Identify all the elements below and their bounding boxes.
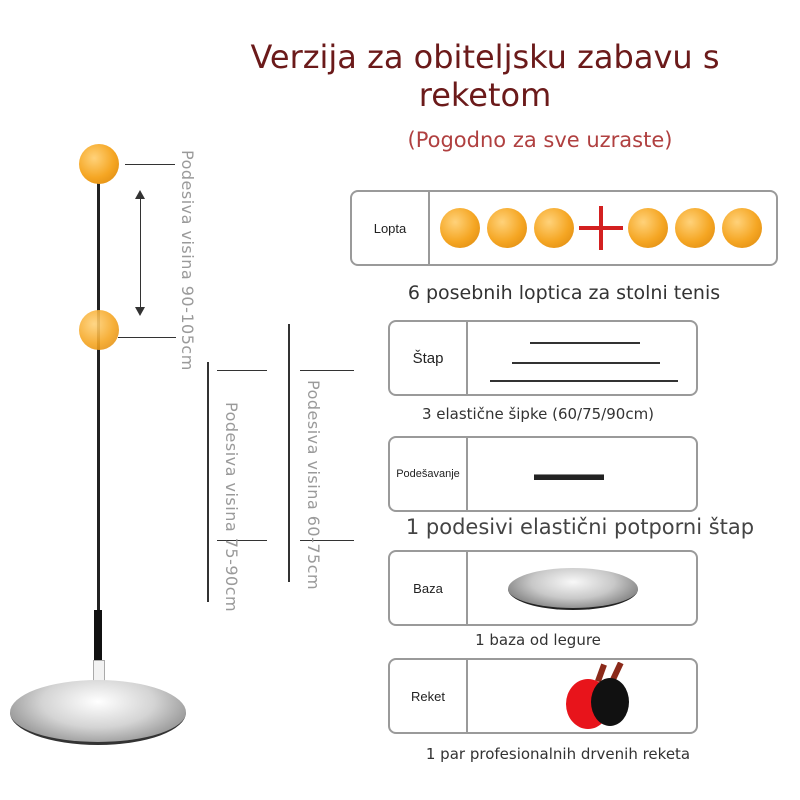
indicator-line	[300, 370, 354, 371]
page-title: Verzija za obiteljsku zabavu s reketom	[250, 38, 720, 114]
ball-bottom	[79, 310, 119, 350]
card-label-rods: Štap	[390, 322, 468, 394]
caption-adjust: 1 podesivi elastični potporni štap	[405, 515, 755, 539]
ball-3	[534, 208, 574, 248]
card-label-racket: Reket	[390, 660, 468, 732]
rod-75	[512, 362, 660, 364]
page-subtitle: (Pogodno za sve uzraste)	[407, 128, 673, 152]
product-illustration	[0, 140, 380, 760]
elastic-pole	[97, 170, 100, 620]
component-card-base	[388, 550, 698, 626]
rod-90	[490, 380, 678, 382]
indicator-line	[217, 370, 267, 371]
height-label-60-75: Podesiva visina 60-75cm	[304, 380, 323, 591]
height-arrow	[140, 192, 141, 312]
base-illustration	[10, 680, 186, 745]
base-content	[468, 552, 696, 624]
caption-racket: 1 par profesionalnih drvenih reketa	[425, 745, 691, 763]
ball-4	[628, 208, 668, 248]
ball-top	[79, 144, 119, 184]
card-label-balls: Lopta	[352, 192, 430, 264]
indicator-line	[125, 164, 175, 165]
arrow-head-up	[135, 190, 145, 199]
indicator-line	[118, 337, 176, 338]
balls-content	[430, 192, 776, 264]
arrow-head-down	[135, 307, 145, 316]
card-label-base: Baza	[390, 552, 468, 624]
ball-5	[675, 208, 715, 248]
bracket-line	[207, 362, 209, 602]
rods-content	[468, 322, 696, 394]
component-card-rods	[388, 320, 698, 396]
adjust-rod	[534, 474, 604, 480]
card-label-adjust: Podešavanje	[390, 438, 468, 510]
caption-base: 1 baza od legure	[475, 631, 601, 649]
racket-pair-icon	[528, 662, 648, 734]
ball-6	[722, 208, 762, 248]
caption-balls: 6 posebnih loptica za stolni tenis	[407, 282, 721, 304]
height-label-90-105: Podesiva visina 90-105cm	[178, 150, 197, 371]
base-plate	[508, 568, 638, 610]
rod-60	[530, 342, 640, 344]
racket-content	[468, 660, 696, 732]
plus-icon	[579, 206, 623, 250]
ball-1	[440, 208, 480, 248]
component-card-racket	[388, 658, 698, 734]
bracket-line	[288, 324, 290, 582]
height-label-75-90: Podesiva visina 75-90cm	[222, 402, 241, 613]
ball-2	[487, 208, 527, 248]
caption-rods: 3 elastične šipke (60/75/90cm)	[421, 405, 655, 423]
adjust-content	[468, 438, 696, 510]
component-card-adjust	[388, 436, 698, 512]
component-card-balls	[350, 190, 778, 266]
